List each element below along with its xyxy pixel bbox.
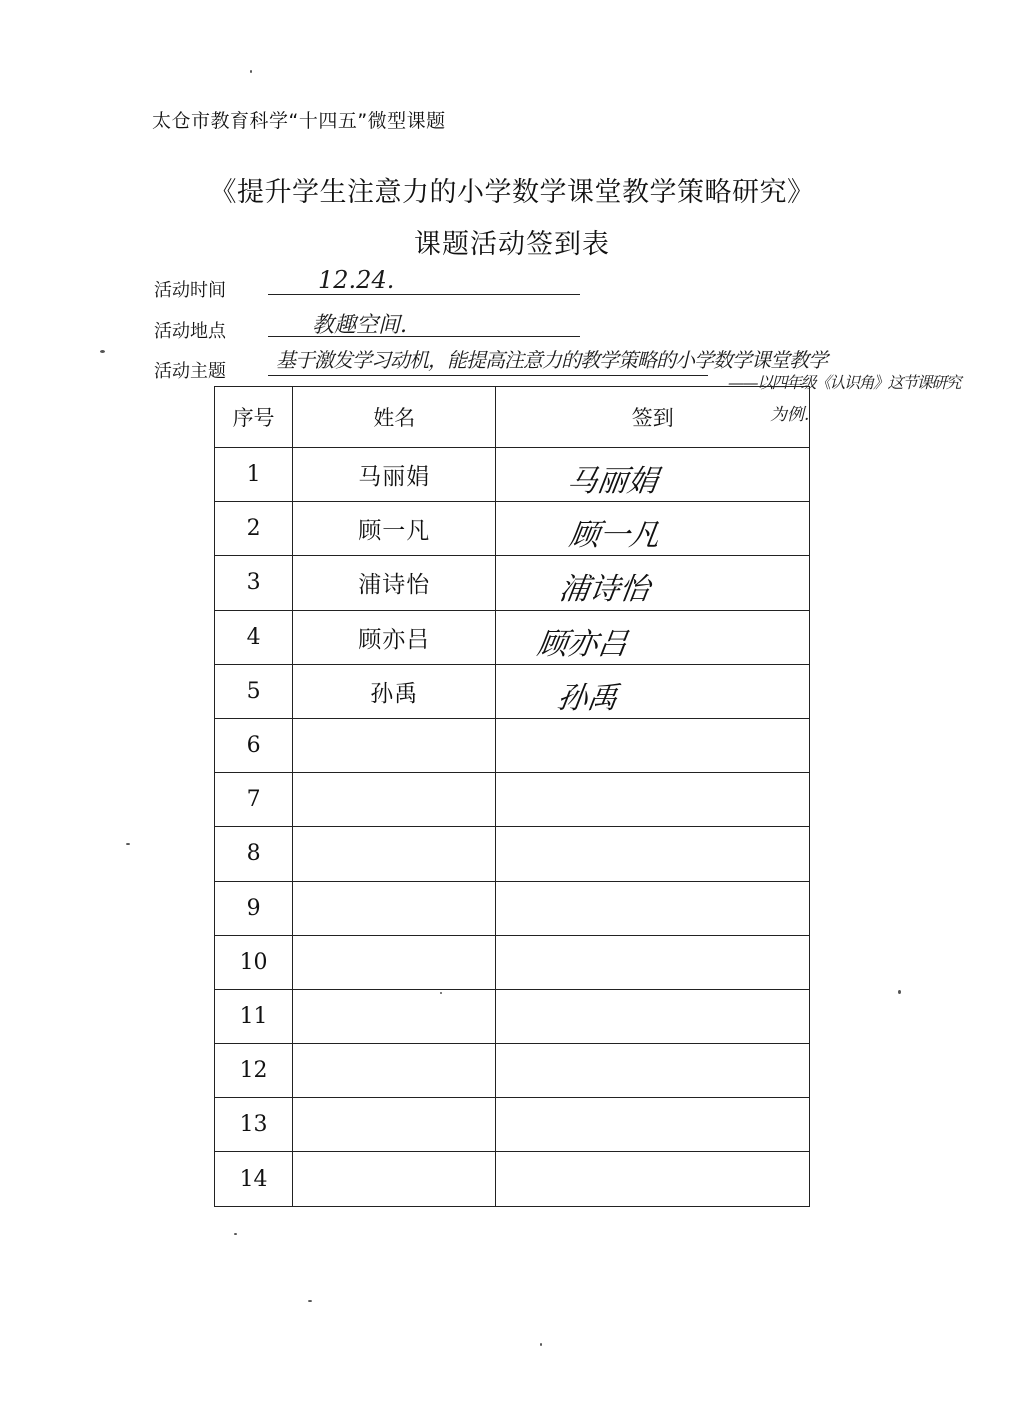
row-number: 3 — [215, 556, 293, 610]
row-signature-cell — [496, 718, 810, 772]
scan-speck — [100, 350, 105, 353]
row-signature-cell — [496, 610, 810, 664]
row-signature-cell — [496, 556, 810, 610]
row-number: 7 — [215, 773, 293, 827]
document-title: 《提升学生注意力的小学数学课堂教学策略研究》 — [209, 177, 815, 208]
row-signature-cell — [496, 989, 810, 1043]
table-row — [215, 773, 810, 827]
row-number: 8 — [215, 827, 293, 881]
row-signature-cell — [496, 502, 810, 556]
scan-speck — [540, 1343, 542, 1346]
row-name — [293, 1152, 496, 1206]
row-signature-cell — [496, 827, 810, 881]
scan-speck — [126, 843, 130, 845]
row-name: 孙禹 — [293, 664, 496, 718]
row-signature-cell — [496, 1152, 810, 1206]
table-row — [215, 502, 810, 556]
row-signature-cell — [496, 448, 810, 502]
row-name — [293, 773, 496, 827]
table-row — [215, 664, 810, 718]
row-number: 9 — [215, 881, 293, 935]
place-handwritten-value: 教趣空间. — [312, 313, 407, 338]
row-number: 12 — [215, 1044, 293, 1098]
scan-speck — [250, 70, 252, 73]
header-number: 序号 — [215, 387, 293, 448]
scan-speck — [308, 1300, 312, 1302]
table-row — [215, 1098, 810, 1152]
table-row — [215, 448, 810, 502]
scan-speck — [898, 990, 901, 994]
row-number: 11 — [215, 989, 293, 1043]
row-name — [293, 1098, 496, 1152]
row-name — [293, 718, 496, 772]
row-number: 10 — [215, 935, 293, 989]
table-row — [215, 989, 810, 1043]
row-signature-cell — [496, 1098, 810, 1152]
row-number: 4 — [215, 610, 293, 664]
document-subtitle: 课题活动签到表 — [414, 229, 610, 260]
row-name — [293, 935, 496, 989]
table-row — [215, 881, 810, 935]
row-number: 1 — [215, 448, 293, 502]
row-number: 2 — [215, 502, 293, 556]
table-row — [215, 718, 810, 772]
time-handwritten-value: 12.24. — [318, 266, 395, 294]
topic-label: 活动主题 — [154, 361, 226, 382]
row-name — [293, 989, 496, 1043]
row-name: 马丽娟 — [293, 448, 496, 502]
row-signature-cell — [496, 773, 810, 827]
row-signature: 顾一凡 — [567, 518, 663, 554]
row-signature-cell — [496, 1044, 810, 1098]
topic-handwritten-line-1: 基于激发学习动机，能提高注意力的教学策略的小学数学课堂教学 — [276, 348, 827, 372]
table-row — [215, 556, 810, 610]
row-name — [293, 1044, 496, 1098]
time-label: 活动时间 — [154, 280, 226, 301]
topic-handwritten-line-3: 为例. — [770, 405, 810, 425]
scan-speck — [234, 1233, 237, 1235]
row-signature-cell — [496, 935, 810, 989]
row-name: 顾亦吕 — [293, 610, 496, 664]
place-label: 活动地点 — [154, 321, 226, 342]
row-signature-cell — [496, 664, 810, 718]
scan-speck — [440, 992, 442, 994]
row-number: 6 — [215, 718, 293, 772]
time-underline — [268, 294, 580, 295]
header-sign: 签到 — [496, 387, 810, 448]
row-signature: 浦诗怡 — [557, 572, 653, 608]
table-header-row — [215, 387, 810, 448]
table-row — [215, 935, 810, 989]
sign-in-table — [214, 386, 810, 1207]
row-number: 13 — [215, 1098, 293, 1152]
table-row — [215, 1044, 810, 1098]
row-signature: 顾亦吕 — [535, 626, 631, 662]
row-number: 14 — [215, 1152, 293, 1206]
table-row — [215, 610, 810, 664]
topic-underline — [268, 375, 708, 376]
row-signature-cell — [496, 881, 810, 935]
row-name — [293, 827, 496, 881]
row-name: 顾一凡 — [293, 502, 496, 556]
table-row — [215, 827, 810, 881]
row-name — [293, 881, 496, 935]
row-name: 浦诗怡 — [293, 556, 496, 610]
topic-handwritten-line-2: ——以四年级《认识角》这节课研究 — [728, 373, 961, 392]
header-name: 姓名 — [293, 387, 496, 448]
table-row — [215, 1152, 810, 1206]
series-header: 太仓市教育科学“十四五”微型课题 — [152, 110, 446, 132]
row-signature: 孙禹 — [555, 680, 621, 716]
row-number: 5 — [215, 664, 293, 718]
row-signature: 马丽娟 — [565, 464, 661, 499]
